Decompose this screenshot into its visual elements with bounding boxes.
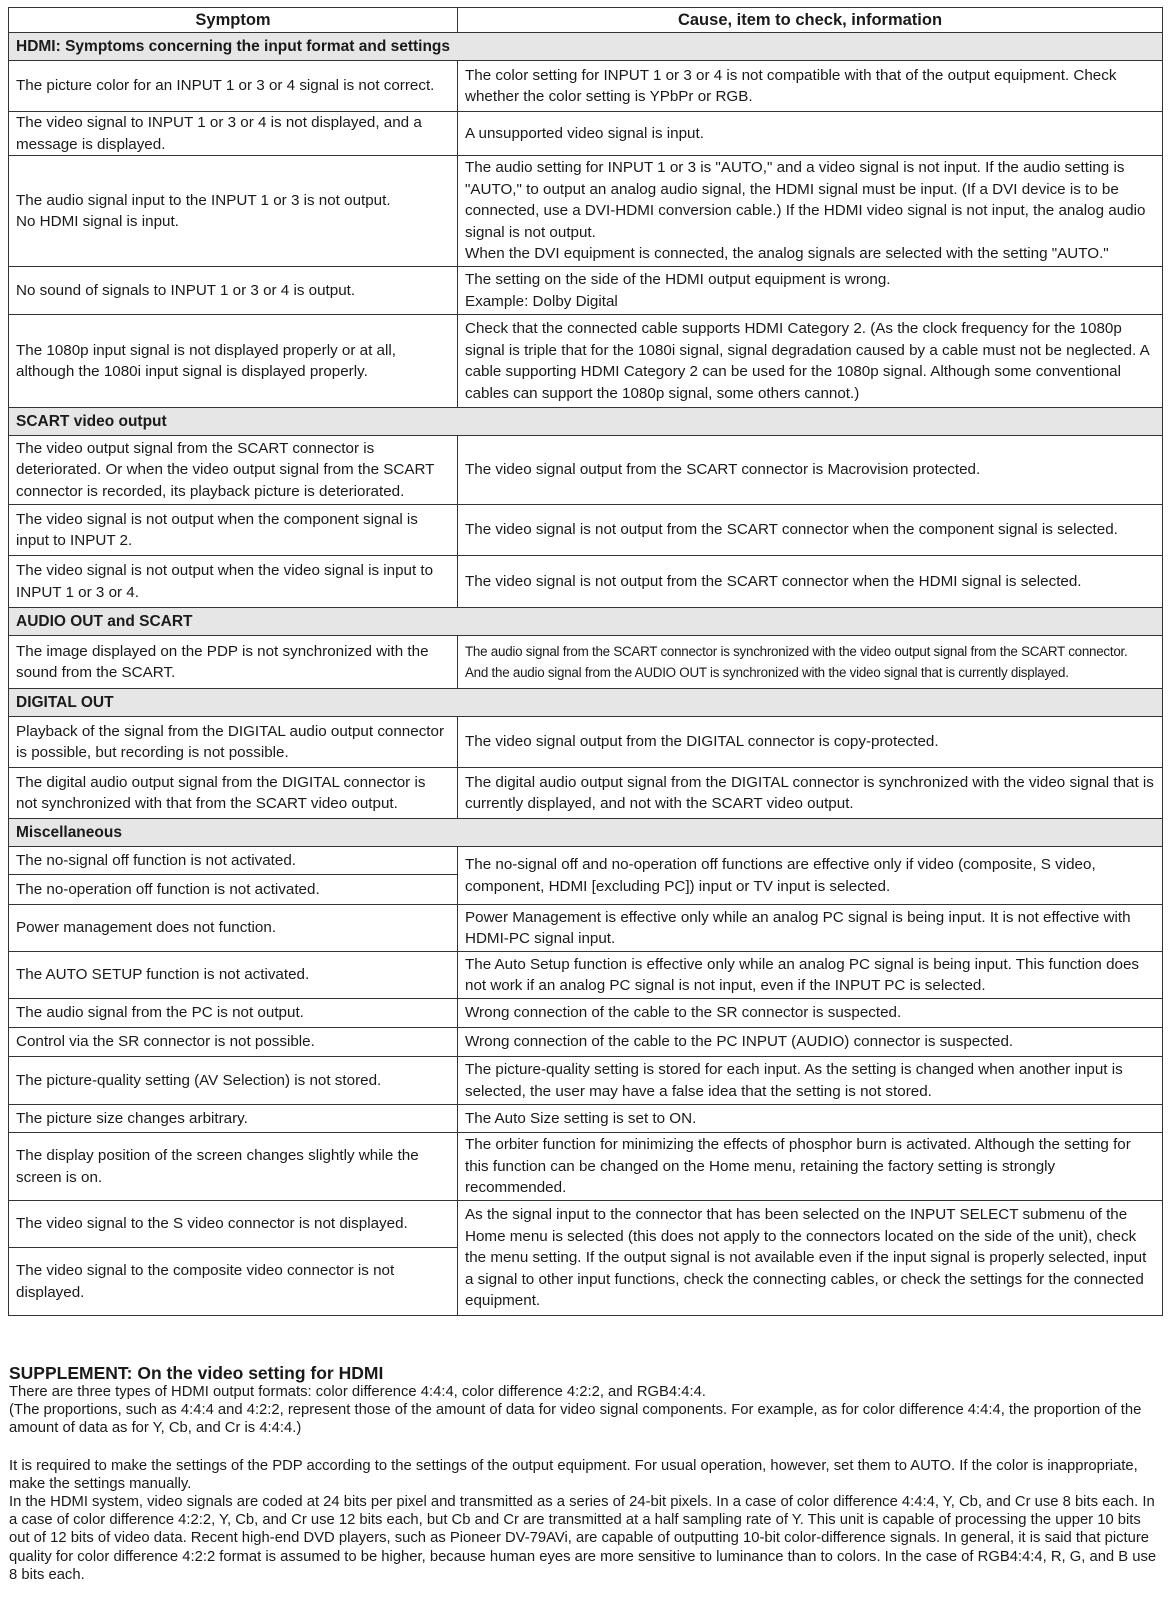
table-row: [9, 112, 1163, 156]
table-row: [9, 1057, 1163, 1105]
table-row: [9, 436, 1163, 505]
cause-cell: The Auto Setup function is effective only while an analog PC signal is being input. This function does not work if an analog PC signal is not input, even if the INPUT PC is selected.: [458, 952, 1163, 999]
symptom-cell: The image displayed on the PDP is not synchronized with the sound from the SCART.: [9, 636, 458, 689]
cause-cell: The video signal is not output from the SCART connector when the component signal is selected.: [458, 505, 1163, 556]
symptom-cell: The video signal is not output when the component signal is input to INPUT 2.: [9, 505, 458, 556]
cause-cell: Wrong connection of the cable to the SR connector is suspected.: [458, 999, 1163, 1028]
table-row: [9, 505, 1163, 556]
section-header-hdmi: HDMI: Symptoms concerning the input format and settings: [9, 33, 1163, 61]
table-header-row: [9, 8, 1163, 33]
cause-cell: Power Management is effective only while an analog PC signal is being input. It is not effective with HDMI-PC signal input.: [458, 905, 1163, 952]
symptom-cell: Power management does not function.: [9, 905, 458, 952]
cause-line: The setting on the side of the HDMI output equipment is wrong.: [465, 271, 891, 288]
symptom-cell: The no-operation off function is not activated.: [9, 875, 458, 905]
table-row: [9, 1201, 1163, 1248]
cause-cell: Wrong connection of the cable to the PC INPUT (AUDIO) connector is suspected.: [458, 1028, 1163, 1057]
table-row: [9, 905, 1163, 952]
cause-cell: The video signal output from the SCART connector is Macrovision protected.: [458, 436, 1163, 505]
supplement-section: [9, 1363, 1159, 1584]
cause-cell: The digital audio output signal from the DIGITAL connector is synchronized with the video signal that is currently displayed, and not with the SCART video output.: [458, 768, 1163, 819]
table-row: [9, 717, 1163, 768]
cause-cell: The picture-quality setting is stored for each input. As the setting is changed when another input is selected, the user may have a false idea that the setting is not stored.: [458, 1057, 1163, 1105]
symptom-cell: The video signal to INPUT 1 or 3 or 4 is not displayed, and a message is displayed.: [9, 112, 458, 156]
symptom-cell: The audio signal from the PC is not output.: [9, 999, 458, 1028]
section-header-digital-out: DIGITAL OUT: [9, 689, 1163, 717]
cause-cell: [458, 156, 1163, 267]
symptom-cell: The 1080p input signal is not displayed properly or at all, although the 1080i input signal is displayed properly.: [9, 315, 458, 408]
table-row: [9, 1105, 1163, 1133]
cause-line: Example: Dolby Digital: [465, 292, 618, 310]
table-row: [9, 556, 1163, 608]
symptom-cell: The AUTO SETUP function is not activated.: [9, 952, 458, 999]
symptom-line: No HDMI signal is input.: [16, 213, 179, 230]
section-header-scart: SCART video output: [9, 408, 1163, 436]
cause-line: And the audio signal from the AUDIO OUT is synchronized with the video signal that is currently displayed.: [465, 665, 1069, 680]
symptom-cell: The picture-quality setting (AV Selection) is not stored.: [9, 1057, 458, 1105]
supplement-paragraph: (The proportions, such as 4:4:4 and 4:2:2, represent those of the amount of data for video signal components. For example, as for color difference 4:4:4, the proportion of the amount of data as for Y, Cb, and Cr is 4:4:4.): [9, 1402, 1142, 1437]
cause-line: When the DVI equipment is connected, the analog signals are selected with the setting "AUTO.": [465, 245, 1109, 263]
paragraph-gap: [9, 1438, 1159, 1457]
cause-cell: [458, 636, 1163, 689]
symptom-cell: The display position of the screen changes slightly while the screen is on.: [9, 1133, 458, 1201]
section-header-miscellaneous: Miscellaneous: [9, 819, 1163, 847]
section-header-audio-scart: AUDIO OUT and SCART: [9, 608, 1163, 636]
symptom-cell: Playback of the signal from the DIGITAL audio output connector is possible, but recording is not possible.: [9, 717, 458, 768]
symptom-line: The audio signal input to the INPUT 1 or 3 is not output.: [16, 191, 391, 209]
symptom-cell: The video signal to the S video connector is not displayed.: [9, 1201, 458, 1248]
cause-line: The audio setting for INPUT 1 or 3 is "AUTO," and a video signal is not input. If the audio setting is "AUTO," to output an analog audio signal, the HDMI signal must be input. (If a DVI device is to be connected, use a DVI-HDMI conversion cable.) If the HDMI video signal is not input, the analog audio signal is not output.: [465, 159, 1146, 241]
table-row: [9, 267, 1163, 315]
cause-cell: The no-signal off and no-operation off functions are effective only if video (composite, S video, component, HDMI [excluding PC]) input or TV input is selected.: [458, 847, 1163, 905]
cause-cell: The color setting for INPUT 1 or 3 or 4 is not compatible with that of the output equipment. Check whether the color setting is YPbPr or RGB.: [458, 61, 1163, 112]
symptom-cell: The video output signal from the SCART connector is deteriorated. Or when the video output signal from the SCART connector is recorded, its playback picture is deteriorated.: [9, 436, 458, 505]
cause-cell: The Auto Size setting is set to ON.: [458, 1105, 1163, 1133]
symptom-cell: The picture color for an INPUT 1 or 3 or 4 signal is not correct.: [9, 61, 458, 112]
supplement-paragraph: It is required to make the settings of the PDP according to the settings of the output equipment. For usual operation, however, set them to AUTO. If the color is inappropriate, make the settings manually.: [9, 1457, 1138, 1492]
symptom-cell: The digital audio output signal from the DIGITAL connector is not synchronized with that from the SCART video output.: [9, 768, 458, 819]
table-row: [9, 952, 1163, 999]
cause-cell: The video signal is not output from the SCART connector when the HDMI signal is selected.: [458, 556, 1163, 608]
symptom-cell: [9, 156, 458, 267]
table-row: [9, 315, 1163, 408]
table-row: [9, 847, 1163, 875]
table-row: [9, 636, 1163, 689]
symptom-cell: No sound of signals to INPUT 1 or 3 or 4 is output.: [9, 267, 458, 315]
cause-cell: As the signal input to the connector that has been selected on the INPUT SELECT submenu of the Home menu is selected (this does not apply to the connectors located on the side of the unit), check the menu setting. If the output signal is not available even if the input signal is properly selected, input a signal to other input functions, check the connecting cables, or check the settings for the connected equipment.: [458, 1201, 1163, 1316]
cause-cell: [458, 267, 1163, 315]
table-row: [9, 1028, 1163, 1057]
cause-cell: Check that the connected cable supports HDMI Category 2. (As the clock frequency for the 1080p signal is triple that for the 1080i signal, signal degradation caused by a cable must not be neglected. A cable supporting HDMI Category 2 can be used for the 1080p signal. Although some conventional cables can support the 1080p signal, some others cannot.): [458, 315, 1163, 408]
symptom-cell: The no-signal off function is not activated.: [9, 847, 458, 875]
supplement-title: SUPPLEMENT: On the video setting for HDMI: [9, 1363, 384, 1383]
cause-cell: The orbiter function for minimizing the effects of phosphor burn is activated. Although the setting for this function can be changed on the Home menu, retaining the factory setting is strongly recommended.: [458, 1133, 1163, 1201]
table-row: [9, 999, 1163, 1028]
table-row: [9, 768, 1163, 819]
cause-cell: The video signal output from the DIGITAL connector is copy-protected.: [458, 717, 1163, 768]
cause-line: The audio signal from the SCART connector is synchronized with the video output signal from the SCART connector.: [465, 643, 1128, 659]
symptom-cell: Control via the SR connector is not possible.: [9, 1028, 458, 1057]
troubleshooting-table: [8, 7, 1163, 1316]
table-row: [9, 156, 1163, 267]
supplement-paragraph: In the HDMI system, video signals are coded at 24 bits per pixel and transmitted as a series of 24-bit pixels. In a case of color difference 4:4:4, Y, Cb, and Cr use 8 bits each. In a case of color difference 4:2:2, Y, Cb, and Cr use 12 bits each, but Cb and Cr are transmitted at a half sampling rate of Y. This unit is capable of processing the upper 10 bits out of 12 bits of video data. Recent high-end DVD players, such as Pioneer DV-79AVi, are capable of outputting 10-bit color-difference signals. In general, it is said that picture quality for color difference 4:2:2 format is assumed to be higher, because human eyes are more sensitive to luminance than to colors. In the case of RGB4:4:4, R, G, and B use 8 bits each.: [9, 1494, 1157, 1583]
table-row: [9, 61, 1163, 112]
symptom-cell: The video signal to the composite video connector is not displayed.: [9, 1248, 458, 1316]
symptom-cell: The video signal is not output when the video signal is input to INPUT 1 or 3 or 4.: [9, 556, 458, 608]
symptom-column-header: Symptom: [9, 8, 458, 33]
cause-cell: A unsupported video signal is input.: [458, 112, 1163, 156]
symptom-cell: The picture size changes arbitrary.: [9, 1105, 458, 1133]
cause-column-header: Cause, item to check, information: [458, 8, 1163, 33]
table-row: [9, 1133, 1163, 1201]
supplement-paragraph: There are three types of HDMI output formats: color difference 4:4:4, color difference 4:2:2, and RGB4:4:4.: [9, 1384, 706, 1400]
